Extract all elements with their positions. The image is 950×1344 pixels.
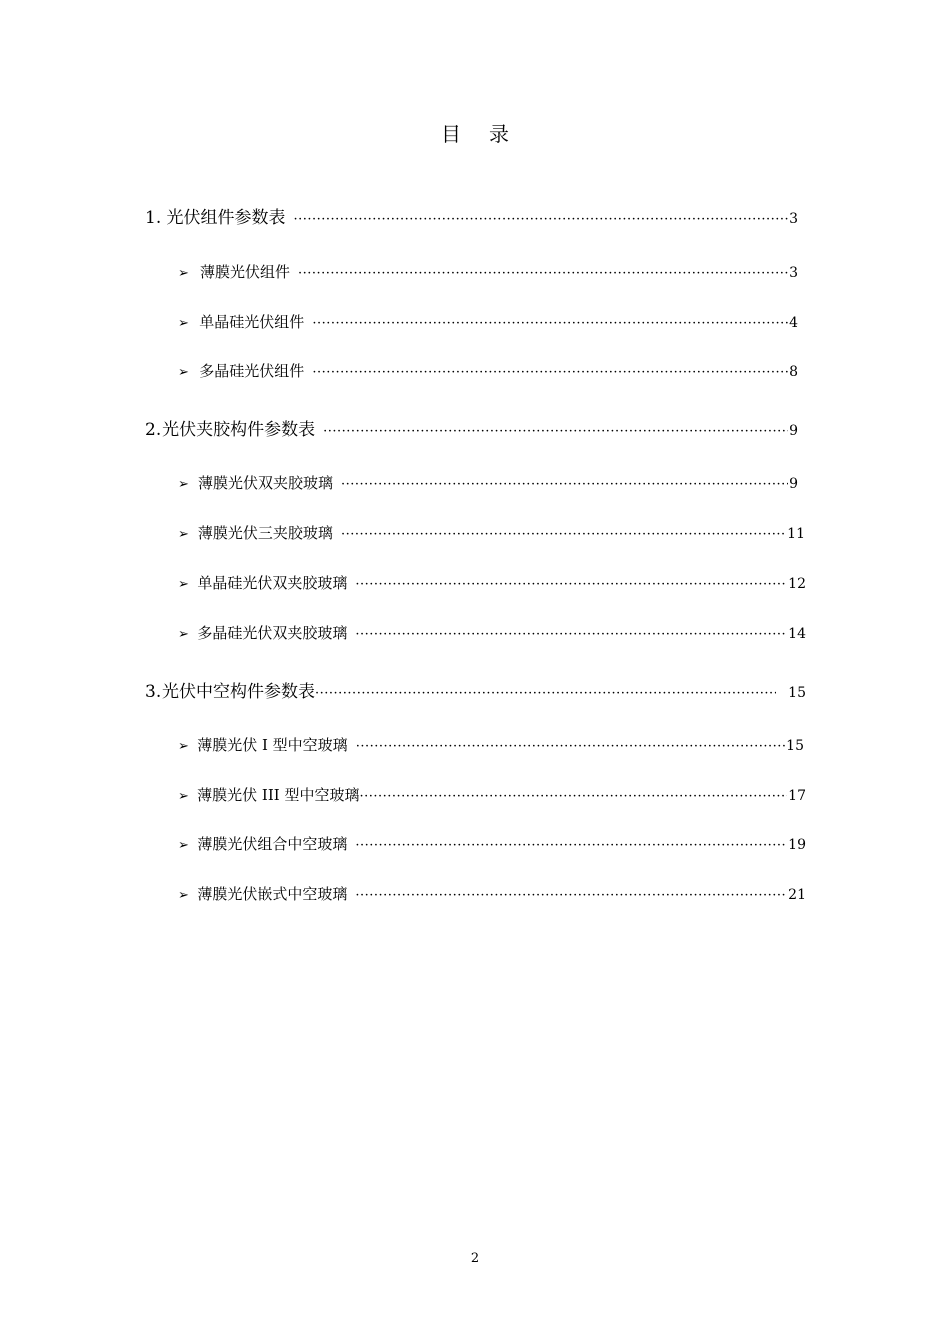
toc-page-number: 19 [788,837,806,853]
toc-entry-label: 多晶硅光伏双夹胶玻璃 [197,624,348,642]
dot-leader [312,316,788,331]
toc-page-number: 15 [788,685,806,701]
toc-entry-sub[interactable] [178,261,798,282]
arrow-bullet-icon: ➢ [178,365,189,380]
dot-leader [356,739,785,754]
toc-entry-label: 薄膜光伏嵌式中空玻璃 [197,885,348,903]
dot-leader [341,527,786,542]
toc-page-number: 3 [789,265,798,281]
toc-entry-label: 光伏夹胶构件参数表 [162,420,316,440]
toc-entry-label: 薄膜光伏 I 型中空玻璃 [197,736,348,754]
dot-leader [355,577,787,592]
dot-leader [355,838,787,853]
arrow-bullet-icon: ➢ [178,739,189,754]
toc-entry-sub[interactable] [178,784,806,805]
dot-leader [341,477,788,492]
toc-entry-section-2[interactable] [145,415,798,440]
toc-title [0,118,950,147]
dot-leader [355,888,787,903]
toc-entry-sub[interactable] [178,833,806,854]
toc-entry-sub[interactable] [178,572,806,593]
dot-leader [312,365,788,380]
toc-entry-sub[interactable] [178,311,798,332]
toc-page-number: 8 [789,364,798,380]
dot-leader [298,266,788,281]
arrow-bullet-icon: ➢ [178,477,189,492]
dot-leader [315,686,776,701]
toc-entry-sub[interactable] [178,360,798,381]
toc-page-number: 12 [788,576,806,592]
toc-entry-label: 光伏中空构件参数表 [162,682,315,702]
dot-leader [293,212,788,227]
toc-entry-label: 薄膜光伏三夹胶玻璃 [197,524,333,542]
toc-entry-label: 薄膜光伏双夹胶玻璃 [198,474,334,492]
toc-page-number: 4 [789,315,798,331]
toc-entry-label: 薄膜光伏组合中空玻璃 [197,835,348,853]
arrow-bullet-icon: ➢ [178,888,189,903]
dot-leader [323,424,788,439]
toc-entry-sub[interactable] [178,883,806,904]
page-number: 2 [470,1251,480,1266]
dot-leader [355,627,787,642]
toc-entry-label: 单晶硅光伏组件 [199,313,305,331]
arrow-bullet-icon: ➢ [178,577,189,592]
dot-leader [359,789,787,804]
toc-entry-sub[interactable] [178,472,798,493]
section-number: 2. [145,420,162,440]
toc-page-number: 15 [786,738,804,754]
arrow-bullet-icon: ➢ [178,789,189,804]
toc-page-number: 14 [788,626,806,642]
toc-page-number: 9 [789,423,798,439]
section-number: 3. [145,682,162,702]
toc-entry-label: 单晶硅光伏双夹胶玻璃 [197,574,348,592]
toc-entry-label: 多晶硅光伏组件 [199,362,305,380]
toc-page-number: 11 [787,526,805,542]
section-number: 1. [145,208,162,228]
arrow-bullet-icon: ➢ [178,316,189,331]
toc-entry-label: 光伏组件参数表 [166,208,286,228]
page-footer [0,1251,950,1266]
toc-entry-label: 薄膜光伏组件 [199,263,290,281]
arrow-bullet-icon: ➢ [178,627,189,642]
toc-entry-sub[interactable] [178,734,804,755]
arrow-bullet-icon: ➢ [178,266,189,281]
toc-entry-label: 薄膜光伏 III 型中空玻璃 [197,786,360,804]
toc-page-number: 9 [789,476,798,492]
toc-entry-sub[interactable] [178,622,806,643]
toc-page-number: 3 [789,211,798,227]
toc-entry-section-1[interactable] [145,203,798,228]
toc-page-number: 21 [788,887,806,903]
toc-title-char-2: 录 [489,122,509,146]
toc-entry-sub[interactable] [178,522,805,543]
arrow-bullet-icon: ➢ [178,838,189,853]
arrow-bullet-icon: ➢ [178,527,189,542]
toc-entry-section-3[interactable] [145,677,806,702]
toc-page-number: 17 [788,788,806,804]
toc-title-char-1: 目 [441,122,461,146]
